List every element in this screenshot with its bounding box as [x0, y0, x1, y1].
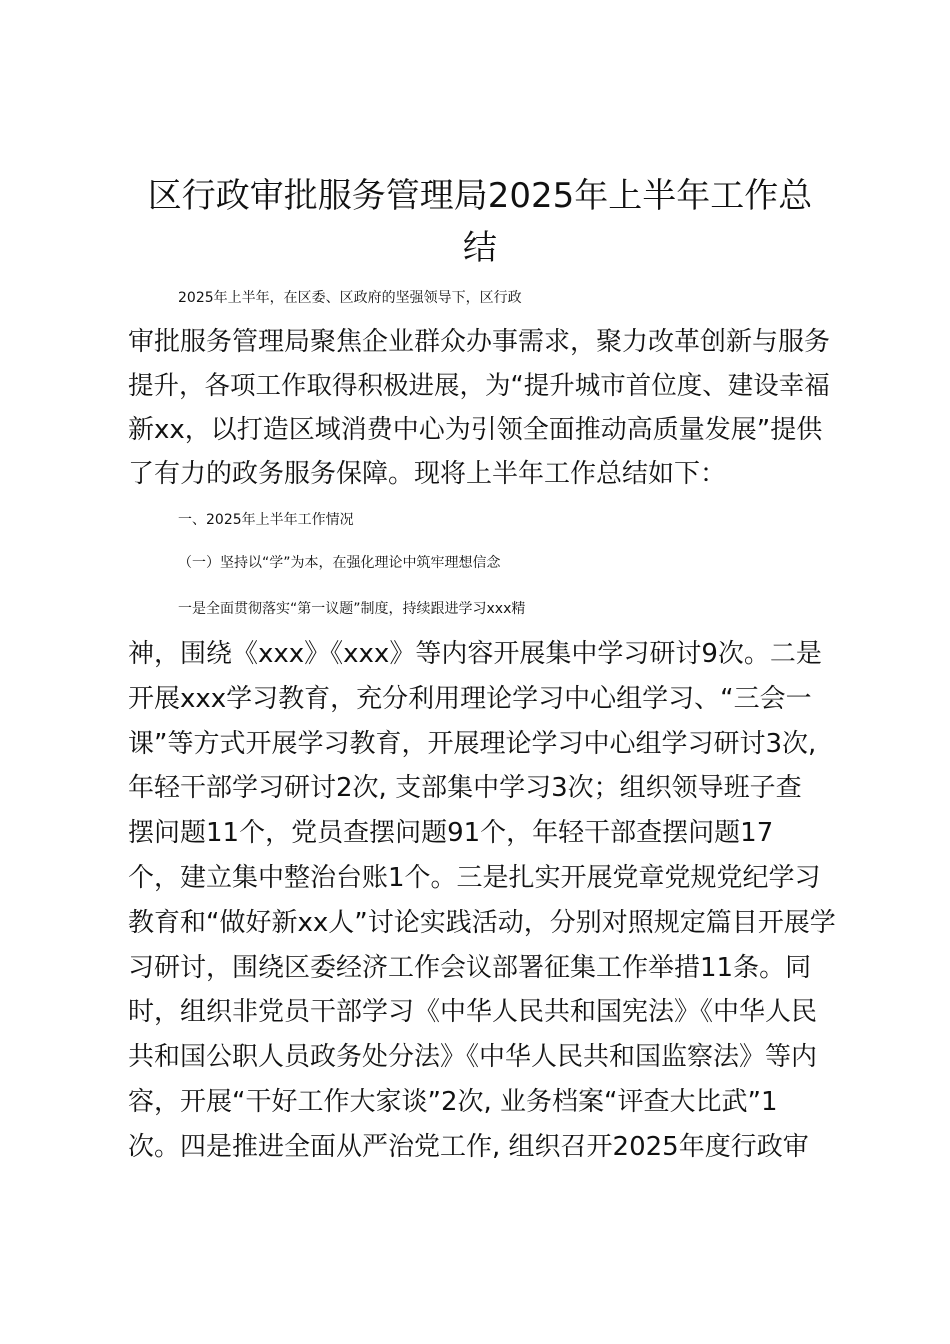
body-line: 提升，各项工作取得积极进展，为“提升城市首位度、建设幸福 [128, 371, 830, 401]
body-line: 新xx，以打造区域消费中心为引领全面推动高质量发展”提供 [128, 415, 823, 445]
body-line: 课”等方式开展学习教育，开展理论学习中心组学习研讨3次, [128, 729, 817, 759]
body-line: 习研讨，围绕区委经济工作会议部署征集工作举措11条。同 [128, 953, 812, 983]
body-line: 审批服务管理局聚焦企业群众办事需求，聚力改革创新与服务 [128, 327, 831, 357]
section-heading: 一、2025年上半年工作情况 [178, 512, 354, 528]
body-line: 容，开展“干好工作大家谈”2次, 业务档案“评查大比武”1 [128, 1087, 778, 1117]
body-line: 个，建立集中整治台账1个。三是扎实开展党章党规党纪学习 [128, 863, 821, 893]
document-title [110, 170, 850, 274]
body-line: 年轻干部学习研讨2次, 支部集中学习3次；组织领导班子查 [128, 773, 802, 803]
body-line: 共和国公职人员政务处分法》《中华人民共和国监察法》等内 [128, 1042, 818, 1072]
body-line: 神，围绕《xxx》《xxx》等内容开展集中学习研讨9次。二是 [128, 639, 822, 669]
body-line: 开展xxx学习教育，充分利用理论学习中心组学习、“三会一 [128, 684, 812, 714]
body-line: 教育和“做好新xx人”讨论实践活动，分别对照规定篇目开展学 [128, 908, 836, 938]
body-line: 次。四是推进全面从严治党工作, 组织召开2025年度行政审 [128, 1132, 809, 1162]
body-line: 了有力的政务服务保障。现将上半年工作总结如下： [128, 459, 727, 489]
body-line: 2025年上半年，在区委、区政府的坚强领导下，区行政 [178, 290, 522, 306]
body-line: 一是全面贯彻落实“第一议题”制度，持续跟进学习xxx精 [178, 601, 526, 617]
body-line: 时，组织非党员干部学习《中华人民共和国宪法》《中华人民 [128, 997, 818, 1027]
subsection-heading: （一）坚持以“学”为本，在强化理论中筑牢理想信念 [178, 555, 501, 571]
body-line: 摆问题11个，党员查摆问题91个，年轻干部查摆问题17 [128, 818, 774, 848]
title-line-1: 区行政审批服务管理局2025年上半年工作总 [147, 176, 813, 216]
title-line-2: 结 [463, 228, 497, 268]
